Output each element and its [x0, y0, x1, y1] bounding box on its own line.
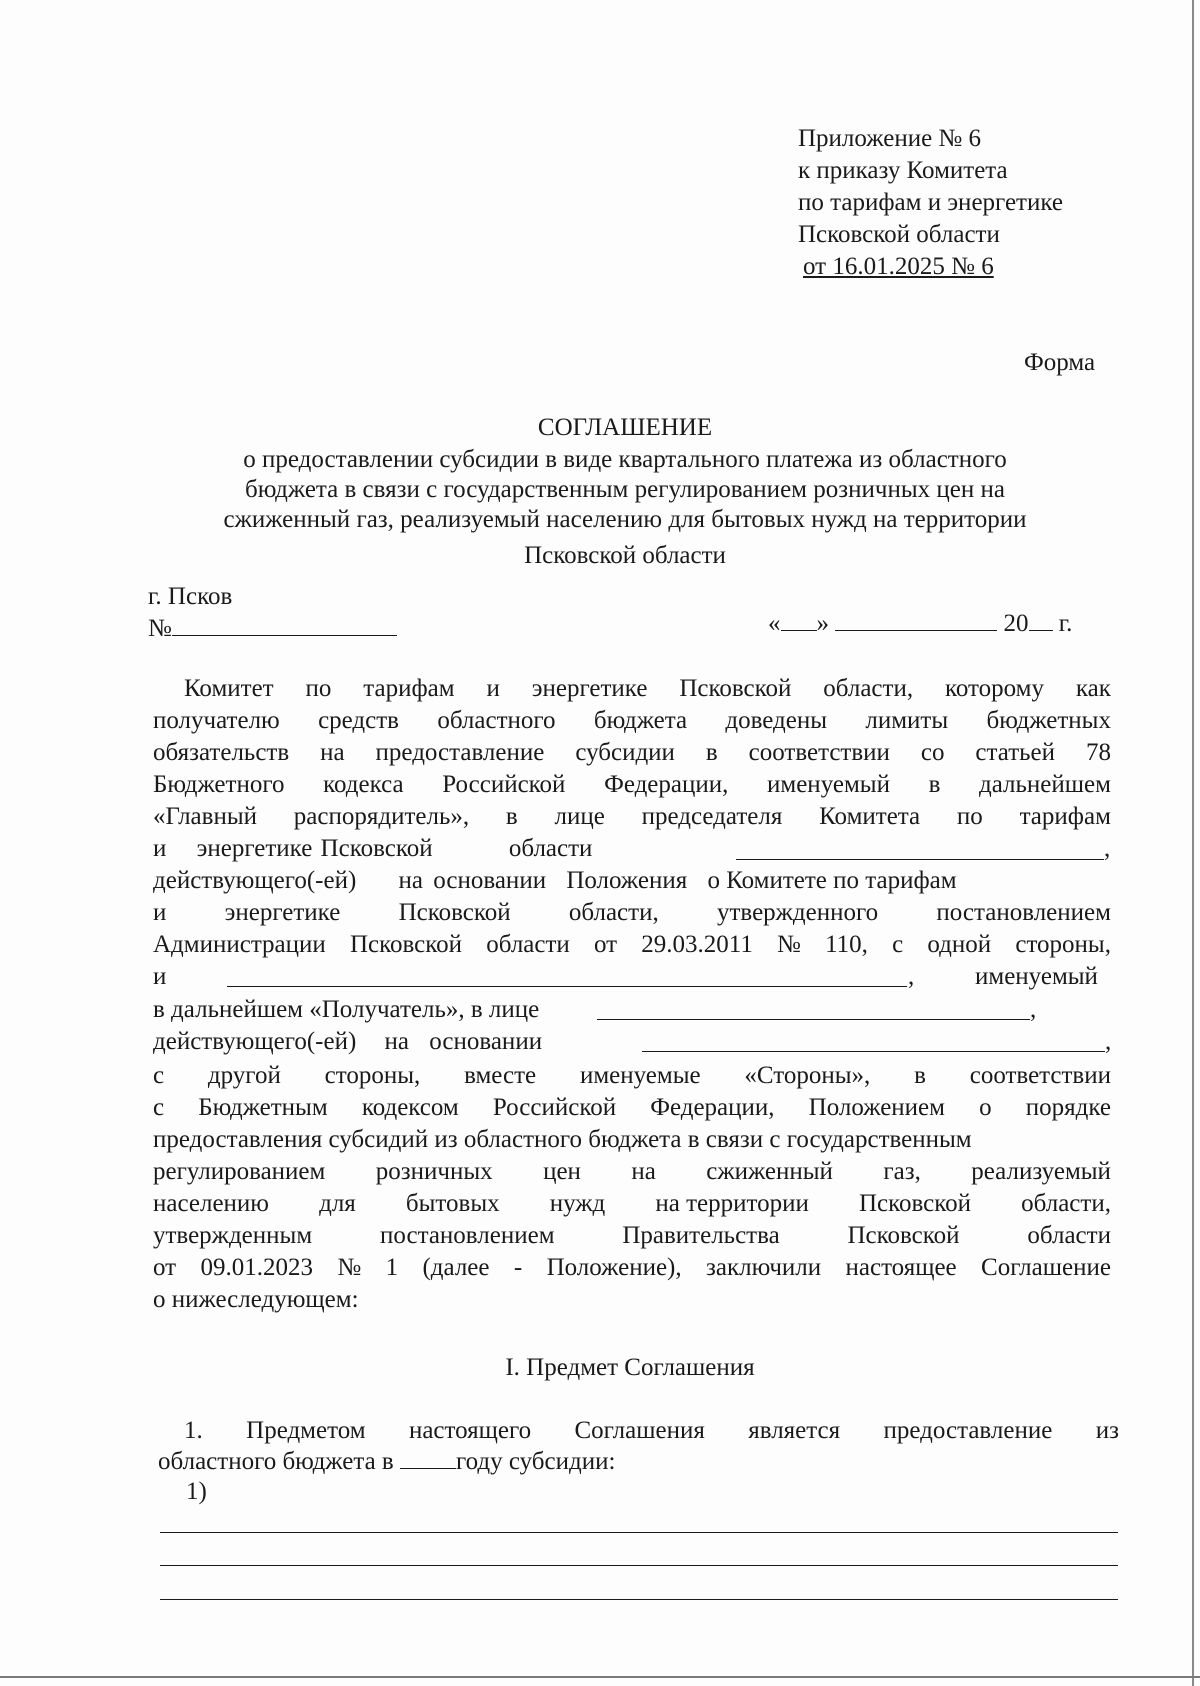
word: порядке [1025, 1094, 1111, 1121]
preamble-line-13 [153, 1061, 1111, 1091]
word: вместе [464, 1062, 537, 1089]
word: настоящего [408, 1417, 532, 1444]
word: Администрации [153, 931, 326, 958]
word: соответствии [748, 739, 890, 766]
preamble-line-4 [153, 770, 1111, 800]
word: которому [944, 675, 1044, 702]
agreement-date [768, 608, 1072, 639]
word: на [384, 1028, 410, 1055]
word: в [705, 739, 718, 766]
clause-1-line-1 [184, 1416, 1119, 1446]
subsidy-blank-line-2 [160, 1565, 1118, 1566]
word: реализуемый [971, 1158, 1111, 1185]
word: области [508, 835, 593, 862]
word: Соглашения [574, 1417, 705, 1444]
word: кодексом [361, 1094, 459, 1121]
word: кодекса [323, 771, 404, 798]
comma: , [1105, 1028, 1112, 1055]
preamble-line-14 [153, 1093, 1111, 1123]
word: с [892, 931, 904, 958]
appendix-line-4: Псковской области [798, 221, 1000, 248]
word: на [631, 1158, 656, 1185]
preamble-line-19 [153, 1253, 1111, 1283]
word: областного [437, 707, 556, 734]
word: бюджетных [986, 707, 1111, 734]
word: Псковской [858, 1190, 972, 1217]
word: населению [153, 1190, 269, 1217]
word: регулированием [153, 1158, 326, 1185]
preamble-line-7 [153, 866, 957, 896]
word: цен [543, 1158, 581, 1185]
word: Федерации, [650, 1094, 775, 1121]
year-blank [400, 1446, 456, 1469]
word: дальнейшем [979, 771, 1111, 798]
word: постановлением [379, 1222, 555, 1249]
preamble-line-10-start: и [153, 963, 167, 990]
preamble-line-2 [153, 706, 1111, 736]
word: и [153, 835, 167, 862]
appendix-line-3: по тарифам и энергетике [798, 189, 1063, 216]
word: энергетике [531, 675, 648, 702]
subsidy-blank-line-1 [160, 1532, 1118, 1533]
word: газ, [883, 1158, 921, 1185]
word: предоставление [375, 739, 545, 766]
word: 29.03.2011 [641, 931, 753, 958]
word: из [1095, 1417, 1119, 1444]
word: заключили [706, 1254, 822, 1281]
word: именуемый [767, 771, 890, 798]
word: Псковской [679, 675, 792, 702]
appendix-line-2: к приказу Комитета [798, 157, 1008, 184]
clause-1-line-2 [158, 1446, 615, 1477]
preamble-line-6 [153, 834, 592, 864]
word: основании [429, 1028, 543, 1055]
word: энергетике [196, 835, 313, 862]
word: на [320, 739, 345, 766]
word: стороны, [1015, 931, 1111, 958]
word: как [1075, 675, 1111, 702]
word: по [956, 803, 983, 830]
clause-text: году субсидии: [455, 1448, 616, 1475]
clause-text: областного бюджета в [158, 1448, 394, 1475]
word: 78 [1085, 739, 1111, 766]
subsidy-blank-line-3 [160, 1599, 1118, 1600]
word: основании [433, 867, 547, 894]
word: получателю [153, 707, 280, 734]
preamble-line-20: о нижеследующем: [153, 1286, 359, 1313]
word: по [305, 675, 332, 702]
word: розничных [375, 1158, 493, 1185]
recipient-name-blank [227, 986, 907, 987]
word: лимиты [865, 707, 949, 734]
word: распорядитель», [293, 803, 470, 830]
word: субсидии [575, 739, 675, 766]
word: Положением [808, 1094, 945, 1121]
basis-blank [642, 1051, 1105, 1052]
word: и [486, 675, 500, 702]
month-blank [835, 608, 997, 631]
preamble-line-17 [153, 1189, 1111, 1219]
word: на территории [655, 1190, 809, 1217]
word: соответствии [969, 1062, 1111, 1089]
subsidy-item-number: 1) [186, 1478, 207, 1505]
title-sub-2: бюджета в связи с государственным регулированием розничных цен на [245, 476, 1005, 503]
appendix-line-1: Приложение № 6 [798, 125, 982, 152]
word: стороны, [324, 1062, 421, 1089]
representative-blank [597, 1019, 1030, 1020]
preamble-line-9 [153, 930, 1111, 960]
word: «Главный [153, 803, 258, 830]
word: 1 [385, 1254, 399, 1281]
comma: , [1030, 996, 1037, 1023]
word: Федерации, [604, 771, 729, 798]
word: области, [823, 675, 914, 702]
word: Российской [442, 771, 566, 798]
word: Псковской [320, 835, 433, 862]
word: области [486, 931, 570, 958]
year-prefix: 20 [1003, 610, 1029, 637]
word: утвержденного [716, 899, 879, 926]
page-edge-right [1192, 0, 1194, 1686]
title-heading: СОГЛАШЕНИЕ [537, 414, 713, 441]
word: бытовых [405, 1190, 500, 1217]
preamble-line-12 [153, 1027, 542, 1057]
word: № [777, 931, 801, 958]
word: действующего(-ей) [153, 867, 357, 894]
word: Правительства [622, 1222, 780, 1249]
word: Положения [566, 867, 688, 894]
title-sub-4: Псковской области [524, 542, 726, 569]
word: председателя [641, 803, 783, 830]
preamble-line-15: предоставления субсидий из областного бюджета в связи с государственным [153, 1126, 972, 1153]
word: бюджета [593, 707, 688, 734]
word: настоящее [845, 1254, 957, 1281]
title-sub-1: о предоставлении субсидии в виде квартального платежа из областного [243, 446, 1007, 473]
word: с [153, 1094, 165, 1121]
preamble-line-5 [153, 802, 1111, 832]
word: о [979, 1094, 992, 1121]
word: области, [568, 899, 659, 926]
word: 09.01.2023 [200, 1254, 313, 1281]
word: «Стороны», [744, 1062, 871, 1089]
word: от [593, 931, 618, 958]
word: Комитет [184, 675, 274, 702]
number-label: № [148, 615, 172, 642]
word: Предметом [246, 1417, 366, 1444]
clause-number: 1. [184, 1417, 203, 1444]
day-blank [781, 608, 817, 631]
word: и [153, 899, 167, 926]
word: именуемые [579, 1062, 701, 1089]
word: Российской [492, 1094, 617, 1121]
word: действующего(-ей) [153, 1028, 357, 1055]
preamble-line-16 [153, 1157, 1111, 1187]
word: в [914, 1062, 926, 1089]
number-blank [172, 613, 397, 636]
comma: , [908, 963, 915, 990]
word: области, [1021, 1190, 1111, 1217]
city: г. Псков [148, 583, 233, 610]
preamble-line-18 [153, 1221, 1111, 1251]
word: Положение), [546, 1254, 682, 1281]
word: о Комитете по тарифам [707, 867, 957, 894]
word: со [920, 739, 945, 766]
word: другой [207, 1062, 281, 1089]
word: Бюджетного [153, 771, 285, 798]
date-open-quote: « [768, 610, 781, 637]
word: - [513, 1254, 523, 1281]
title-sub-3: сжиженный газ, реализуемый населению для бытовых нужд на территории [223, 506, 1027, 533]
word: сжиженный [706, 1158, 833, 1185]
word: с [153, 1062, 165, 1089]
year-blank [1029, 608, 1053, 631]
date-close-quote: » [816, 610, 829, 637]
page-edge-bottom [0, 1676, 1200, 1678]
word: утвержденным [153, 1222, 313, 1249]
word: статьей [975, 739, 1055, 766]
word: для [319, 1190, 356, 1217]
word: средств [318, 707, 399, 734]
word: тарифам [1019, 803, 1111, 830]
agreement-number [148, 613, 397, 644]
word: постановлением [936, 899, 1111, 926]
word: на [398, 867, 424, 894]
word: предоставление [883, 1417, 1053, 1444]
word: энергетике [224, 899, 341, 926]
form-label: Форма [1024, 349, 1096, 376]
preamble-line-3 [153, 738, 1111, 768]
word: области [1027, 1222, 1111, 1249]
chairman-name-blank [736, 859, 1104, 860]
word: обязательств [153, 739, 290, 766]
word: доведены [725, 707, 828, 734]
word: в [928, 771, 941, 798]
word: от [153, 1254, 177, 1281]
word: (далее [422, 1254, 490, 1281]
word: Бюджетным [198, 1094, 328, 1121]
word: 110, [825, 931, 868, 958]
section-heading: I. Предмет Соглашения [505, 1354, 755, 1381]
word: тарифам [363, 675, 455, 702]
word: Соглашение [981, 1254, 1111, 1281]
word: является [748, 1417, 841, 1444]
preamble-line-8 [153, 898, 1111, 928]
word: нужд [549, 1190, 606, 1217]
preamble-line-11: в дальнейшем «Получатель», в лице [153, 996, 540, 1023]
word: Комитета [819, 803, 921, 830]
year-suffix: г. [1058, 610, 1073, 637]
word: Псковской [398, 899, 511, 926]
word: № [337, 1254, 362, 1281]
preamble-line-1 [184, 674, 1111, 704]
word: одной [927, 931, 992, 958]
word: лице [554, 803, 605, 830]
appendix-order-date: от 16.01.2025 № 6 [803, 253, 994, 280]
preamble-line-10-end: именуемый [975, 963, 1098, 990]
word: Псковской [847, 1222, 960, 1249]
comma: , [1104, 835, 1111, 862]
word: Псковской [349, 931, 463, 958]
word: в [505, 803, 518, 830]
